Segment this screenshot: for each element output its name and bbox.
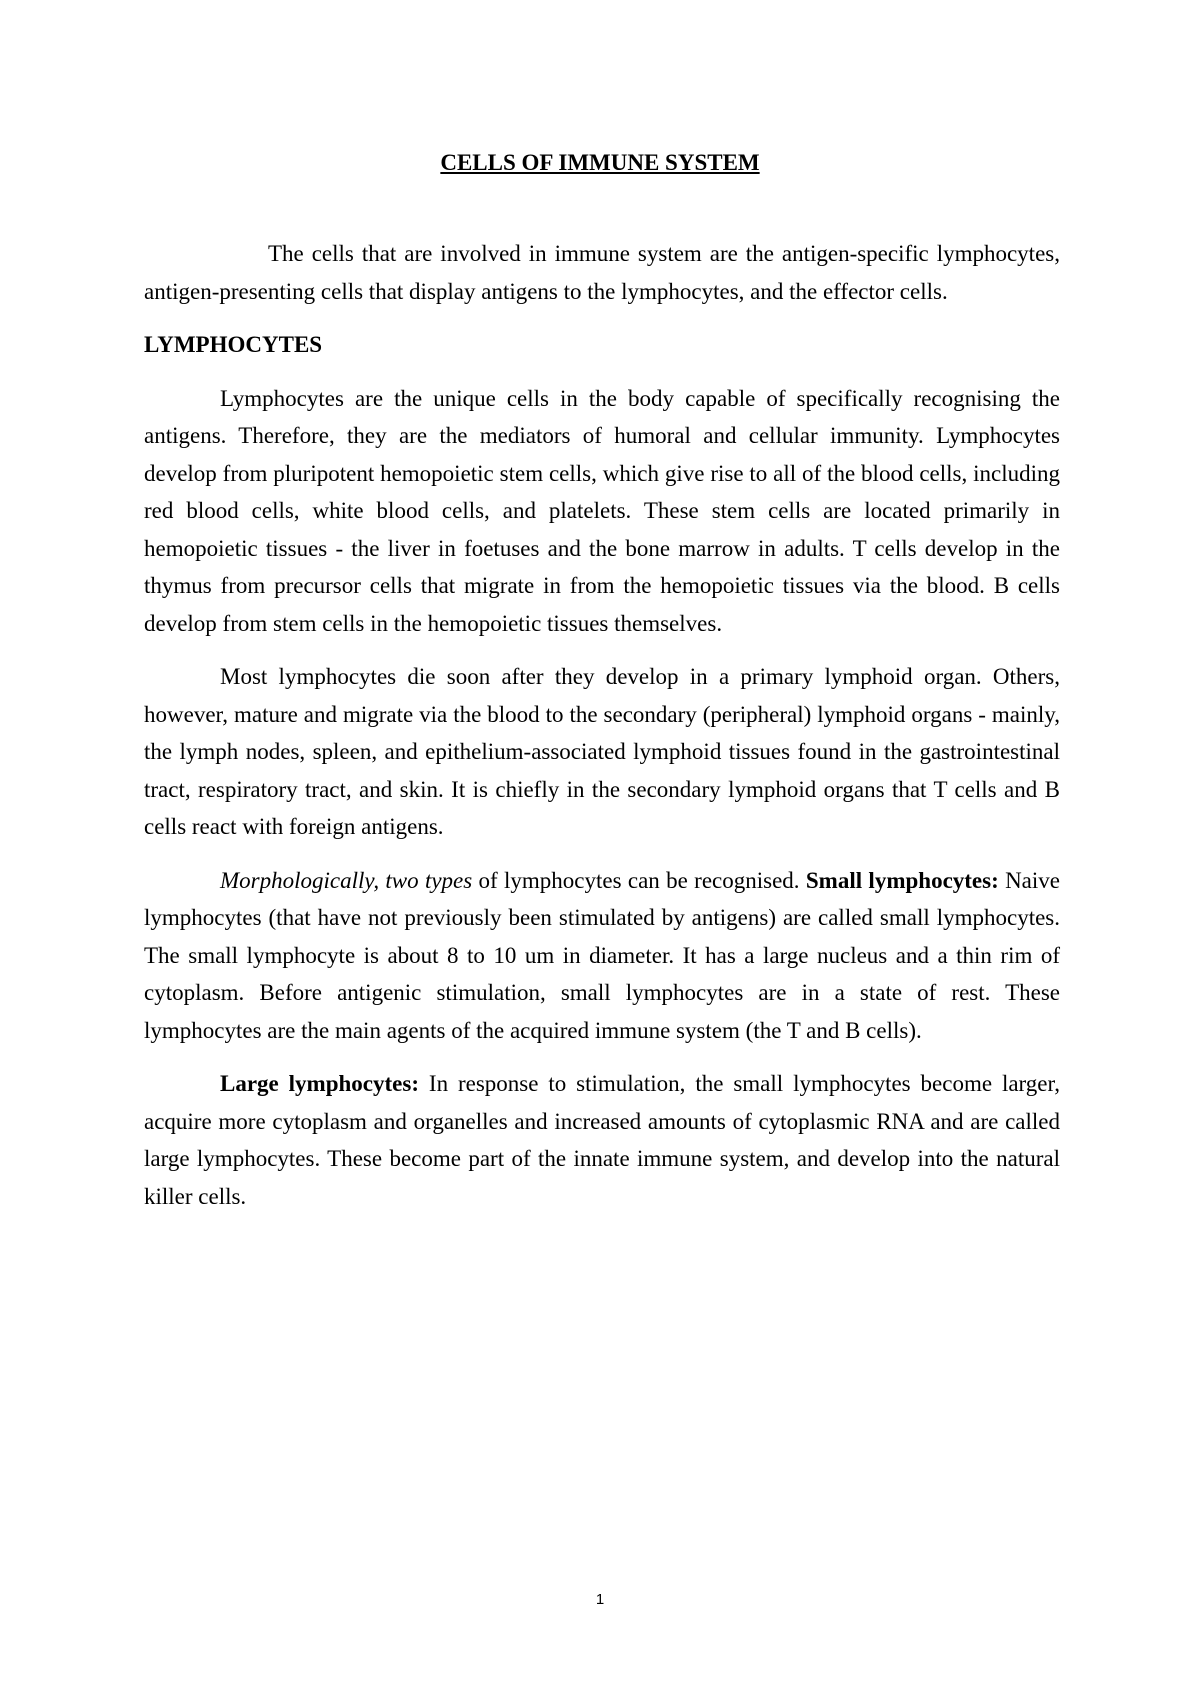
document-body <box>144 235 1060 1231</box>
small-lymphocytes-term: Small lymphocytes: <box>805 867 999 893</box>
paragraph-lymphocytes-origin: Lymphocytes are the unique cells in the body capable of specifically recognising the antigens. Therefore, they are the mediators of humoral and cellular immunity. Lymphocytes develop from pluripotent hemopoietic stem cells, which give rise to all of the blood cells, including red blood cells, white blood cells, and platelets. These stem cells are located primarily in hemopoietic tissues - the liver in foetuses and the bone marrow in adults. T cells develop in the thymus from precursor cells that migrate in from the hemopoietic tissues via the blood. B cells develop from stem cells in the hemopoietic tissues themselves. <box>144 385 1060 636</box>
paragraph-large-lymphocytes <box>144 1065 1060 1215</box>
paragraph-text: Naive lymphocytes (that have not previously been stimulated by antigens) are called small lymphocytes. The small lymphocyte is about 8 to 10 um in diameter. It has a large nucleus and a thin rim of cytoplasm. Before antigenic stimulation, small lymphocytes are in a state of rest. These lymphocytes are the main agents of the acquired immune system (the T and B cells). <box>144 867 1060 1043</box>
section-heading-lymphocytes: LYMPHOCYTES <box>144 332 323 357</box>
page-number: 1 <box>595 1591 605 1608</box>
paragraph-text: In response to stimulation, the small lymphocytes become larger, acquire more cytoplasm and organelles and increased amounts of cytoplasmic RNA and are called large lymphocytes. These become part of the innate immune system, and develop into the natural killer cells. <box>144 1071 1060 1209</box>
paragraph-lymphocytes-migration: Most lymphocytes die soon after they develop in a primary lymphoid organ. Others, however, mature and migrate via the blood to the secondary (peripheral) lymphoid organs - mainly, the lymph nodes, spleen, and epithelium-associated lymphoid tissues found in the gastrointestinal tract, respiratory tract, and skin. It is chiefly in the secondary lymphoid organs that T cells and B cells react with foreign antigens. <box>144 664 1060 839</box>
intro-paragraph: The cells that are involved in immune system are the antigen-specific lymphocytes, antigen-presenting cells that display antigens to the lymphocytes, and the effector cells. <box>144 241 1060 304</box>
paragraph-small-lymphocytes <box>144 862 1060 1050</box>
paragraph-text: of lymphocytes can be recognised. <box>472 867 806 893</box>
page-title: CELLS OF IMMUNE SYSTEM <box>440 150 760 175</box>
large-lymphocytes-term: Large lymphocytes: <box>220 1071 419 1096</box>
italic-phrase: Morphologically, two types <box>220 867 473 893</box>
